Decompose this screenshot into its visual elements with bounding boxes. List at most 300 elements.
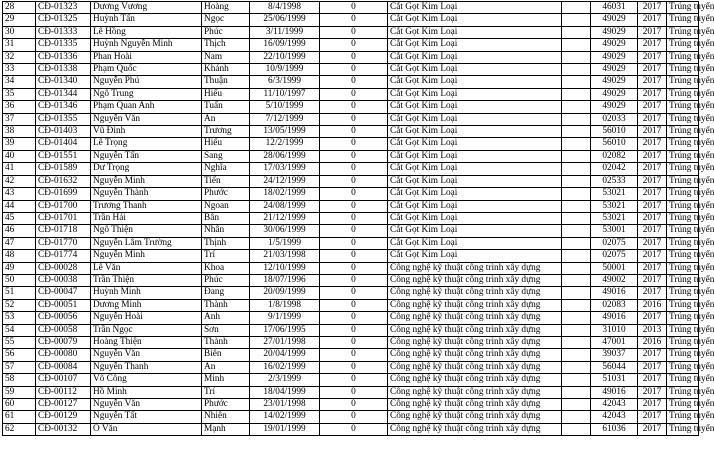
table-row xyxy=(3,299,699,311)
table-body xyxy=(3,2,714,436)
school-code-cell: 49029 xyxy=(591,39,638,51)
result-cell: Trúng tuyển xyxy=(667,14,699,26)
score-cell: 0 xyxy=(320,88,388,100)
major-cell: Công nghệ kỹ thuật công trình xây dựng xyxy=(388,299,562,311)
result-cell: Trúng tuyển xyxy=(667,374,699,386)
table-row xyxy=(3,39,699,51)
given-name-cell: Phước xyxy=(202,188,250,200)
surname-cell: Nguyễn Minh xyxy=(91,175,202,187)
candidate-code-cell: CĐ-01333 xyxy=(36,26,91,38)
score-cell: 0 xyxy=(320,374,388,386)
major-cell: Cắt Gọt Kim Loại xyxy=(388,188,562,200)
school-code-cell: 51031 xyxy=(591,374,638,386)
row-number-cell: 62 xyxy=(3,423,36,435)
given-name-cell: An xyxy=(202,113,250,125)
table-row xyxy=(3,386,699,398)
major-cell: Công nghệ kỹ thuật công trình xây dựng xyxy=(388,274,562,286)
empty-cell xyxy=(562,336,591,348)
candidate-code-cell: CĐ-00047 xyxy=(36,287,91,299)
major-cell: Công nghệ kỹ thuật công trình xây dựng xyxy=(388,361,562,373)
major-cell: Cắt Gọt Kim Loại xyxy=(388,138,562,150)
table-row xyxy=(3,399,699,411)
graduation-year-cell: 2017 xyxy=(638,2,667,14)
surname-cell: Võ Công xyxy=(91,374,202,386)
graduation-year-cell: 2017 xyxy=(638,361,667,373)
candidate-code-cell: CĐ-00028 xyxy=(36,262,91,274)
birth-date-cell: 25/06/1999 xyxy=(250,14,320,26)
row-number-cell: 40 xyxy=(3,150,36,162)
result-cell: Trúng tuyển xyxy=(667,126,699,138)
birth-date-cell: 8/4/1998 xyxy=(250,2,320,14)
school-code-cell: 02083 xyxy=(591,299,638,311)
row-number-cell: 52 xyxy=(3,299,36,311)
surname-cell: Lê Hồng xyxy=(91,26,202,38)
major-cell: Cắt Gọt Kim Loại xyxy=(388,26,562,38)
birth-date-cell: 6/3/1999 xyxy=(250,76,320,88)
row-number-cell: 43 xyxy=(3,188,36,200)
given-name-cell: Trương xyxy=(202,126,250,138)
school-code-cell: 49029 xyxy=(591,64,638,76)
empty-cell xyxy=(562,188,591,200)
major-cell: Cắt Gọt Kim Loại xyxy=(388,51,562,63)
row-number-cell: 61 xyxy=(3,411,36,423)
school-code-cell: 49029 xyxy=(591,76,638,88)
graduation-year-cell: 2017 xyxy=(638,113,667,125)
given-name-cell: Hiếu xyxy=(202,138,250,150)
admission-results-table xyxy=(2,1,714,436)
result-cell: Trúng tuyển xyxy=(667,361,699,373)
school-code-cell: 42043 xyxy=(591,411,638,423)
surname-cell: Trần Ngọc xyxy=(91,324,202,336)
birth-date-cell: 24/08/1999 xyxy=(250,200,320,212)
given-name-cell: Khoa xyxy=(202,262,250,274)
result-cell: Trúng tuyển xyxy=(667,212,699,224)
empty-cell xyxy=(562,262,591,274)
result-cell: Trúng tuyển xyxy=(667,150,699,162)
graduation-year-cell: 2017 xyxy=(638,225,667,237)
major-cell: Cắt Gọt Kim Loại xyxy=(388,212,562,224)
given-name-cell: Thịnh xyxy=(202,237,250,249)
school-code-cell: 56010 xyxy=(591,126,638,138)
given-name-cell: Minh xyxy=(202,374,250,386)
result-cell: Trúng tuyển xyxy=(667,411,699,423)
table-row xyxy=(3,212,699,224)
result-cell: Trúng tuyển xyxy=(667,287,699,299)
table-row xyxy=(3,423,699,435)
surname-cell: Nguyễn Văn xyxy=(91,113,202,125)
graduation-year-cell: 2017 xyxy=(638,88,667,100)
surname-cell: Hoàng Thiện xyxy=(91,336,202,348)
row-number-cell: 31 xyxy=(3,39,36,51)
school-code-cell: 53021 xyxy=(591,200,638,212)
empty-cell xyxy=(562,237,591,249)
birth-date-cell: 9/1/1999 xyxy=(250,312,320,324)
graduation-year-cell: 2016 xyxy=(638,299,667,311)
major-cell: Cắt Gọt Kim Loại xyxy=(388,126,562,138)
given-name-cell: Trí xyxy=(202,250,250,262)
birth-date-cell: 30/06/1999 xyxy=(250,225,320,237)
result-cell: Trúng tuyển xyxy=(667,262,699,274)
score-cell: 0 xyxy=(320,14,388,26)
empty-cell xyxy=(562,64,591,76)
result-cell: Trúng tuyển xyxy=(667,175,699,187)
score-cell: 0 xyxy=(320,163,388,175)
major-cell: Công nghệ kỹ thuật công trình xây dựng xyxy=(388,287,562,299)
given-name-cell: Thành xyxy=(202,299,250,311)
result-cell: Trúng tuyển xyxy=(667,188,699,200)
empty-cell xyxy=(562,386,591,398)
candidate-code-cell: CĐ-01344 xyxy=(36,88,91,100)
major-cell: Cắt Gọt Kim Loại xyxy=(388,163,562,175)
table-row xyxy=(3,225,699,237)
major-cell: Công nghệ kỹ thuật công trình xây dựng xyxy=(388,386,562,398)
row-number-cell: 57 xyxy=(3,361,36,373)
row-number-cell: 44 xyxy=(3,200,36,212)
result-cell: Trúng tuyển xyxy=(667,237,699,249)
empty-cell xyxy=(562,274,591,286)
graduation-year-cell: 2017 xyxy=(638,374,667,386)
result-cell: Trúng tuyển xyxy=(667,324,699,336)
empty-cell xyxy=(562,14,591,26)
result-cell: Trúng tuyển xyxy=(667,2,699,14)
graduation-year-cell: 2017 xyxy=(638,250,667,262)
table-row xyxy=(3,200,699,212)
result-cell: Trúng tuyển xyxy=(667,250,699,262)
surname-cell: Ô Văn xyxy=(91,423,202,435)
candidate-code-cell: CĐ-01589 xyxy=(36,163,91,175)
result-cell: Trúng tuyển xyxy=(667,51,699,63)
given-name-cell: Phước xyxy=(202,399,250,411)
row-number-cell: 60 xyxy=(3,399,36,411)
candidate-code-cell: CĐ-01551 xyxy=(36,150,91,162)
empty-cell xyxy=(562,324,591,336)
given-name-cell: Bân xyxy=(202,212,250,224)
result-cell: Trúng tuyển xyxy=(667,299,699,311)
table-row xyxy=(3,237,699,249)
table-row xyxy=(3,64,699,76)
birth-date-cell: 7/12/1999 xyxy=(250,113,320,125)
row-number-cell: 39 xyxy=(3,138,36,150)
candidate-code-cell: CĐ-00080 xyxy=(36,349,91,361)
candidate-code-cell: CĐ-01355 xyxy=(36,113,91,125)
result-cell: Trúng tuyển xyxy=(667,423,699,435)
major-cell: Cắt Gọt Kim Loại xyxy=(388,2,562,14)
empty-cell xyxy=(562,126,591,138)
birth-date-cell: 16/02/1999 xyxy=(250,361,320,373)
graduation-year-cell: 2017 xyxy=(638,101,667,113)
row-number-cell: 50 xyxy=(3,274,36,286)
major-cell: Cắt Gọt Kim Loại xyxy=(388,14,562,26)
graduation-year-cell: 2017 xyxy=(638,237,667,249)
table-row xyxy=(3,349,699,361)
row-number-cell: 36 xyxy=(3,101,36,113)
given-name-cell: Ngọc xyxy=(202,14,250,26)
birth-date-cell: 21/12/1999 xyxy=(250,212,320,224)
graduation-year-cell: 2016 xyxy=(638,336,667,348)
school-code-cell: 02533 xyxy=(591,175,638,187)
result-cell: Trúng tuyển xyxy=(667,349,699,361)
surname-cell: Nguyễn Phú xyxy=(91,76,202,88)
given-name-cell: Nhiên xyxy=(202,411,250,423)
school-code-cell: 31010 xyxy=(591,324,638,336)
graduation-year-cell: 2017 xyxy=(638,262,667,274)
surname-cell: Nguyễn Văn xyxy=(91,349,202,361)
graduation-year-cell: 2017 xyxy=(638,51,667,63)
score-cell: 0 xyxy=(320,274,388,286)
graduation-year-cell: 2017 xyxy=(638,212,667,224)
given-name-cell: Phúc xyxy=(202,274,250,286)
candidate-code-cell: CĐ-01346 xyxy=(36,101,91,113)
row-number-cell: 48 xyxy=(3,250,36,262)
surname-cell: Phạm Quốc xyxy=(91,64,202,76)
score-cell: 0 xyxy=(320,312,388,324)
birth-date-cell: 19/01/1999 xyxy=(250,423,320,435)
major-cell: Cắt Gọt Kim Loại xyxy=(388,225,562,237)
score-cell: 0 xyxy=(320,399,388,411)
surname-cell: Huỳnh Tấn xyxy=(91,14,202,26)
candidate-code-cell: CĐ-00132 xyxy=(36,423,91,435)
result-cell: Trúng tuyển xyxy=(667,399,699,411)
empty-cell xyxy=(562,423,591,435)
birth-date-cell: 28/06/1999 xyxy=(250,150,320,162)
empty-cell xyxy=(562,163,591,175)
school-code-cell: 49029 xyxy=(591,88,638,100)
result-cell: Trúng tuyển xyxy=(667,39,699,51)
score-cell: 0 xyxy=(320,250,388,262)
candidate-code-cell: CĐ-01404 xyxy=(36,138,91,150)
table-row xyxy=(3,101,699,113)
school-code-cell: 46031 xyxy=(591,2,638,14)
row-number-cell: 29 xyxy=(3,14,36,26)
major-cell: Công nghệ kỹ thuật công trình xây dựng xyxy=(388,399,562,411)
given-name-cell: Tiến xyxy=(202,175,250,187)
table-row xyxy=(3,138,699,150)
birth-date-cell: 16/09/1999 xyxy=(250,39,320,51)
candidate-code-cell: CĐ-01770 xyxy=(36,237,91,249)
school-code-cell: 49029 xyxy=(591,14,638,26)
candidate-code-cell: CĐ-00127 xyxy=(36,399,91,411)
birth-date-cell: 18/07/1996 xyxy=(250,274,320,286)
candidate-code-cell: CĐ-00107 xyxy=(36,374,91,386)
surname-cell: Trần Hải xyxy=(91,212,202,224)
score-cell: 0 xyxy=(320,200,388,212)
result-cell: Trúng tuyển xyxy=(667,274,699,286)
major-cell: Cắt Gọt Kim Loại xyxy=(388,39,562,51)
score-cell: 0 xyxy=(320,2,388,14)
major-cell: Cắt Gọt Kim Loại xyxy=(388,64,562,76)
given-name-cell: Nhân xyxy=(202,225,250,237)
table-row xyxy=(3,163,699,175)
row-number-cell: 49 xyxy=(3,262,36,274)
table-row xyxy=(3,14,699,26)
table-row xyxy=(3,274,699,286)
candidate-code-cell: CĐ-00112 xyxy=(36,386,91,398)
given-name-cell: Mạnh xyxy=(202,423,250,435)
birth-date-cell: 18/04/1999 xyxy=(250,386,320,398)
candidate-code-cell: CĐ-00079 xyxy=(36,336,91,348)
table-row xyxy=(3,26,699,38)
score-cell: 0 xyxy=(320,386,388,398)
birth-date-cell: 1/8/1998 xyxy=(250,299,320,311)
surname-cell: Phan Hoài xyxy=(91,51,202,63)
major-cell: Cắt Gọt Kim Loại xyxy=(388,76,562,88)
empty-cell xyxy=(562,287,591,299)
surname-cell: Ngô Thiện xyxy=(91,225,202,237)
result-cell: Trúng tuyển xyxy=(667,312,699,324)
score-cell: 0 xyxy=(320,349,388,361)
surname-cell: Dương Minh xyxy=(91,299,202,311)
surname-cell: Huỳnh Nguyễn Minh xyxy=(91,39,202,51)
table-row xyxy=(3,411,699,423)
empty-cell xyxy=(562,51,591,63)
graduation-year-cell: 2017 xyxy=(638,287,667,299)
score-cell: 0 xyxy=(320,212,388,224)
candidate-code-cell: CĐ-00051 xyxy=(36,299,91,311)
school-code-cell: 53001 xyxy=(591,225,638,237)
candidate-code-cell: CĐ-01718 xyxy=(36,225,91,237)
graduation-year-cell: 2017 xyxy=(638,274,667,286)
score-cell: 0 xyxy=(320,101,388,113)
score-cell: 0 xyxy=(320,126,388,138)
candidate-code-cell: CĐ-01699 xyxy=(36,188,91,200)
empty-cell xyxy=(562,225,591,237)
surname-cell: Dư Trọng xyxy=(91,163,202,175)
birth-date-cell: 12/10/1999 xyxy=(250,262,320,274)
major-cell: Cắt Gọt Kim Loại xyxy=(388,113,562,125)
empty-cell xyxy=(562,26,591,38)
birth-date-cell: 22/10/1999 xyxy=(250,51,320,63)
surname-cell: Trương Thanh xyxy=(91,200,202,212)
score-cell: 0 xyxy=(320,287,388,299)
empty-cell xyxy=(562,200,591,212)
result-cell: Trúng tuyển xyxy=(667,64,699,76)
school-code-cell: 02075 xyxy=(591,237,638,249)
table-row xyxy=(3,324,699,336)
row-number-cell: 46 xyxy=(3,225,36,237)
result-cell: Trúng tuyển xyxy=(667,163,699,175)
result-cell: Trúng tuyển xyxy=(667,225,699,237)
score-cell: 0 xyxy=(320,188,388,200)
major-cell: Cắt Gọt Kim Loại xyxy=(388,101,562,113)
graduation-year-cell: 2017 xyxy=(638,64,667,76)
table-row xyxy=(3,175,699,187)
surname-cell: Nguyễn Tấn xyxy=(91,150,202,162)
given-name-cell: Thuận xyxy=(202,76,250,88)
graduation-year-cell: 2017 xyxy=(638,39,667,51)
given-name-cell: Anh xyxy=(202,312,250,324)
school-code-cell: 49002 xyxy=(591,274,638,286)
candidate-code-cell: CĐ-01774 xyxy=(36,250,91,262)
school-code-cell: 47001 xyxy=(591,336,638,348)
school-code-cell: 53021 xyxy=(591,188,638,200)
given-name-cell: Sơn xyxy=(202,324,250,336)
row-number-cell: 37 xyxy=(3,113,36,125)
major-cell: Cắt Gọt Kim Loại xyxy=(388,237,562,249)
candidate-code-cell: CĐ-01340 xyxy=(36,76,91,88)
result-cell: Trúng tuyển xyxy=(667,101,699,113)
candidate-code-cell: CĐ-01338 xyxy=(36,64,91,76)
birth-date-cell: 20/09/1999 xyxy=(250,287,320,299)
candidate-code-cell: CĐ-01632 xyxy=(36,175,91,187)
empty-cell xyxy=(562,175,591,187)
empty-cell xyxy=(562,138,591,150)
graduation-year-cell: 2017 xyxy=(638,175,667,187)
given-name-cell: Thịch xyxy=(202,39,250,51)
given-name-cell: An xyxy=(202,361,250,373)
row-number-cell: 42 xyxy=(3,175,36,187)
surname-cell: Trần Thiện xyxy=(91,274,202,286)
school-code-cell: 61036 xyxy=(591,423,638,435)
given-name-cell: Sang xyxy=(202,150,250,162)
row-number-cell: 54 xyxy=(3,324,36,336)
surname-cell: Phạm Quan Anh xyxy=(91,101,202,113)
score-cell: 0 xyxy=(320,113,388,125)
surname-cell: Lê Trọng xyxy=(91,138,202,150)
graduation-year-cell: 2017 xyxy=(638,188,667,200)
school-code-cell: 02042 xyxy=(591,163,638,175)
table-row xyxy=(3,2,699,14)
score-cell: 0 xyxy=(320,262,388,274)
school-code-cell: 56010 xyxy=(591,138,638,150)
school-code-cell: 53021 xyxy=(591,212,638,224)
given-name-cell: Đang xyxy=(202,287,250,299)
row-number-cell: 45 xyxy=(3,212,36,224)
table-row xyxy=(3,262,699,274)
empty-cell xyxy=(562,399,591,411)
school-code-cell: 50001 xyxy=(591,262,638,274)
table-row xyxy=(3,188,699,200)
major-cell: Công nghệ kỹ thuật công trình xây dựng xyxy=(388,262,562,274)
birth-date-cell: 13/05/1999 xyxy=(250,126,320,138)
candidate-code-cell: CĐ-01701 xyxy=(36,212,91,224)
given-name-cell: Biên xyxy=(202,349,250,361)
result-cell: Trúng tuyển xyxy=(667,336,699,348)
birth-date-cell: 17/03/1999 xyxy=(250,163,320,175)
graduation-year-cell: 2017 xyxy=(638,138,667,150)
birth-date-cell: 5/10/1999 xyxy=(250,101,320,113)
row-number-cell: 55 xyxy=(3,336,36,348)
school-code-cell: 49029 xyxy=(591,101,638,113)
candidate-code-cell: CĐ-00056 xyxy=(36,312,91,324)
score-cell: 0 xyxy=(320,299,388,311)
candidate-code-cell: CĐ-01403 xyxy=(36,126,91,138)
birth-date-cell: 20/04/1999 xyxy=(250,349,320,361)
graduation-year-cell: 2017 xyxy=(638,14,667,26)
table-row xyxy=(3,312,699,324)
graduation-year-cell: 2017 xyxy=(638,312,667,324)
candidate-code-cell: CĐ-00084 xyxy=(36,361,91,373)
school-code-cell: 49016 xyxy=(591,386,638,398)
school-code-cell: 49016 xyxy=(591,287,638,299)
score-cell: 0 xyxy=(320,237,388,249)
major-cell: Cắt Gọt Kim Loại xyxy=(388,250,562,262)
major-cell: Cắt Gọt Kim Loại xyxy=(388,200,562,212)
birth-date-cell: 14/02/1999 xyxy=(250,411,320,423)
graduation-year-cell: 2017 xyxy=(638,76,667,88)
table-row xyxy=(3,113,699,125)
table-row xyxy=(3,126,699,138)
given-name-cell: Trí xyxy=(202,386,250,398)
birth-date-cell: 27/01/1998 xyxy=(250,336,320,348)
school-code-cell: 02033 xyxy=(591,113,638,125)
major-cell: Cắt Gọt Kim Loại xyxy=(388,88,562,100)
surname-cell: Vũ Đình xyxy=(91,126,202,138)
table-row xyxy=(3,76,699,88)
given-name-cell: Thành xyxy=(202,336,250,348)
candidate-code-cell: CĐ-00038 xyxy=(36,274,91,286)
table-row xyxy=(3,287,699,299)
result-cell: Trúng tuyển xyxy=(667,200,699,212)
